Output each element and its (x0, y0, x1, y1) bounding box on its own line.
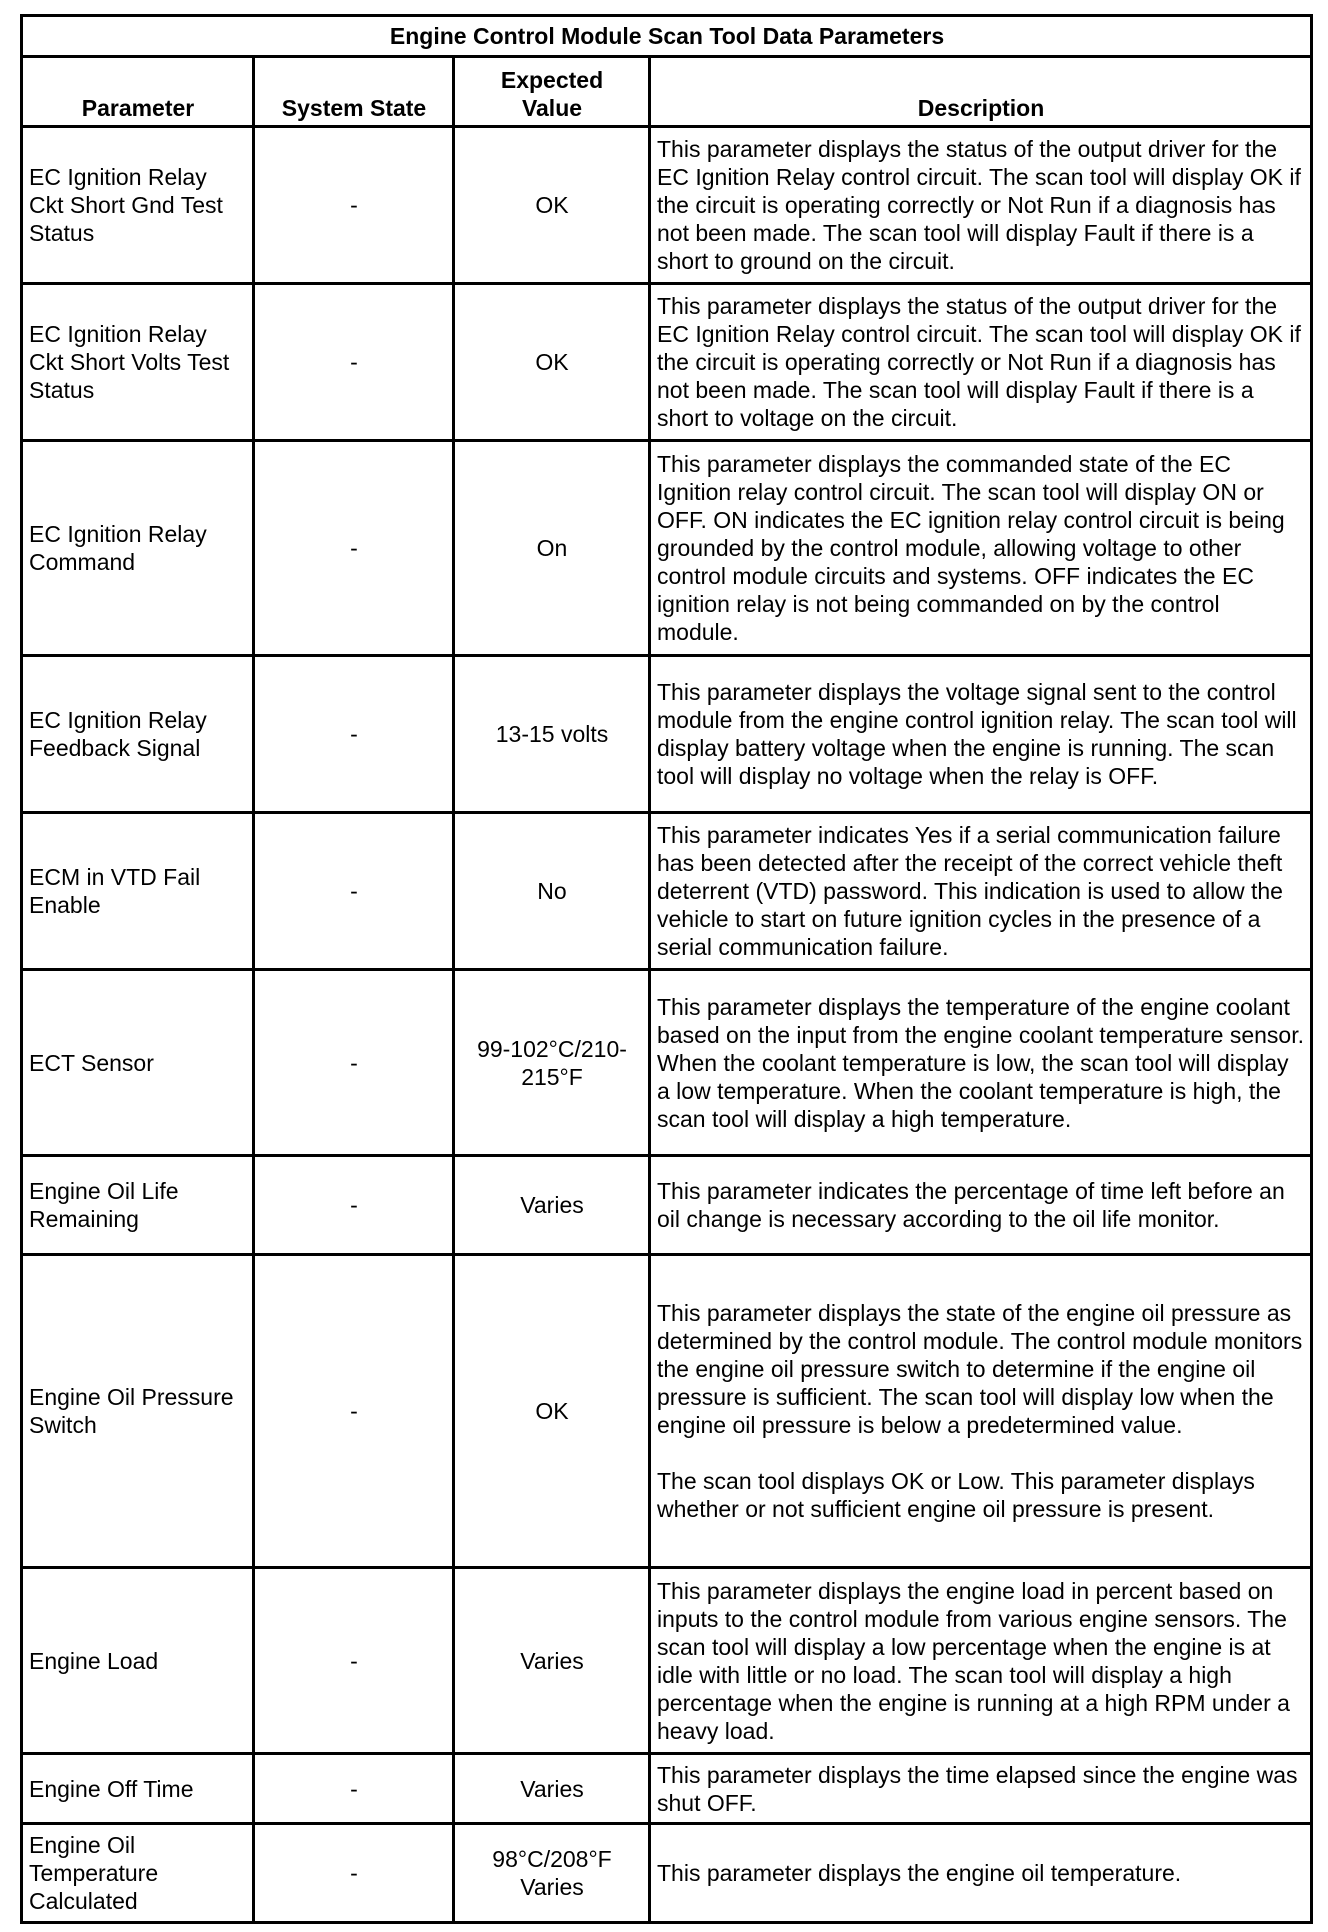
parameter-cell: Engine Oil Temperature Calculated (22, 1824, 254, 1923)
expected-value-cell: 13-15 volts (454, 656, 650, 813)
system-state-cell: - (254, 127, 454, 284)
expected-value-cell: Varies (454, 1568, 650, 1754)
description-cell: This parameter displays the status of the output driver for the EC Ignition Relay control circuit. The scan tool will display OK if the circuit is operating correctly or Not Run if a diagnosis has not been made. The scan tool will display Fault if there is a short to ground on the circuit. (650, 127, 1312, 284)
expected-value-cell: OK (454, 1255, 650, 1568)
system-state-cell: - (254, 970, 454, 1156)
description-cell: This parameter displays the status of the output driver for the EC Ignition Relay control circuit. The scan tool will display OK if the circuit is operating correctly or Not Run if a diagnosis has not been made. The scan tool will display Fault if there is a short to voltage on the circuit. (650, 284, 1312, 441)
header-row (22, 57, 1312, 127)
parameter-cell: ECT Sensor (22, 970, 254, 1156)
parameter-cell: Engine Oil Life Remaining (22, 1156, 254, 1255)
expected-value-cell: Varies (454, 1156, 650, 1255)
system-state-cell: - (254, 441, 454, 656)
table-row (22, 1824, 1312, 1923)
table-row (22, 656, 1312, 813)
expected-value-cell: OK (454, 284, 650, 441)
parameter-cell: EC Ignition Relay Command (22, 441, 254, 656)
description-cell: This parameter indicates Yes if a serial communication failure has been detected after the receipt of the correct vehicle theft deterrent (VTD) password. This indication is used to allow the vehicle to start on future ignition cycles in the presence of a serial communication failure. (650, 813, 1312, 970)
system-state-cell: - (254, 1754, 454, 1824)
parameter-cell: EC Ignition Relay Ckt Short Volts Test Status (22, 284, 254, 441)
parameter-cell: Engine Off Time (22, 1754, 254, 1824)
parameter-cell: EC Ignition Relay Ckt Short Gnd Test Status (22, 127, 254, 284)
expected-value-cell: Varies (454, 1754, 650, 1824)
system-state-cell: - (254, 656, 454, 813)
table-row (22, 1156, 1312, 1255)
expected-value-cell: On (454, 441, 650, 656)
table-row (22, 1754, 1312, 1824)
table-row (22, 970, 1312, 1156)
parameter-cell: EC Ignition Relay Feedback Signal (22, 656, 254, 813)
header-parameter: Parameter (22, 57, 254, 127)
system-state-cell: - (254, 813, 454, 970)
system-state-cell: - (254, 1156, 454, 1255)
description-cell: This parameter displays the voltage signal sent to the control module from the engine control ignition relay. The scan tool will display battery voltage when the engine is running. The scan tool will display no voltage when the relay is OFF. (650, 656, 1312, 813)
table-title: Engine Control Module Scan Tool Data Parameters (22, 16, 1312, 57)
description-cell: This parameter displays the state of the engine oil pressure as determined by the control module. The control module monitors the engine oil pressure switch to determine if the engine oil pressure is sufficient. The scan tool will display low when the engine oil pressure is below a predetermined value. The scan tool displays OK or Low. This parameter displays whether or not sufficient engine oil pressure is present. (650, 1255, 1312, 1568)
description-cell: This parameter displays the engine load in percent based on inputs to the control module from various engine sensors. The scan tool will display a low percentage when the engine is at idle with little or no load. The scan tool will display a high percentage when the engine is running at a high RPM under a heavy load. (650, 1568, 1312, 1754)
table-row (22, 1568, 1312, 1754)
system-state-cell: - (254, 1255, 454, 1568)
system-state-cell: - (254, 1824, 454, 1923)
description-cell: This parameter displays the commanded state of the EC Ignition relay control circuit. The scan tool will display ON or OFF. ON indicates the EC ignition relay control circuit is being grounded by the control module, allowing voltage to other control module circuits and systems. OFF indicates the EC ignition relay is not being commanded on by the control module. (650, 441, 1312, 656)
table-row (22, 441, 1312, 656)
description-cell: This parameter displays the time elapsed since the engine was shut OFF. (650, 1754, 1312, 1824)
system-state-cell: - (254, 1568, 454, 1754)
table-row (22, 127, 1312, 284)
parameter-cell: Engine Oil Pressure Switch (22, 1255, 254, 1568)
table-row (22, 284, 1312, 441)
description-cell: This parameter displays the temperature of the engine coolant based on the input from the engine coolant temperature sensor. When the coolant temperature is low, the scan tool will display a low temperature. When the coolant temperature is high, the scan tool will display a high temperature. (650, 970, 1312, 1156)
header-description: Description (650, 57, 1312, 127)
system-state-cell: - (254, 284, 454, 441)
table-row (22, 1255, 1312, 1568)
header-system-state: System State (254, 57, 454, 127)
expected-value-cell: No (454, 813, 650, 970)
table-row (22, 813, 1312, 970)
expected-value-cell: 98°C/208°F Varies (454, 1824, 650, 1923)
parameter-cell: ECM in VTD Fail Enable (22, 813, 254, 970)
description-cell: This parameter indicates the percentage of time left before an oil change is necessary according to the oil life monitor. (650, 1156, 1312, 1255)
expected-value-cell: 99-102°C/210-215°F (454, 970, 650, 1156)
scan-tool-data-table (20, 14, 1313, 1924)
header-expected-value: Expected Value (454, 57, 650, 127)
description-cell: This parameter displays the engine oil temperature. (650, 1824, 1312, 1923)
expected-value-cell: OK (454, 127, 650, 284)
parameter-cell: Engine Load (22, 1568, 254, 1754)
